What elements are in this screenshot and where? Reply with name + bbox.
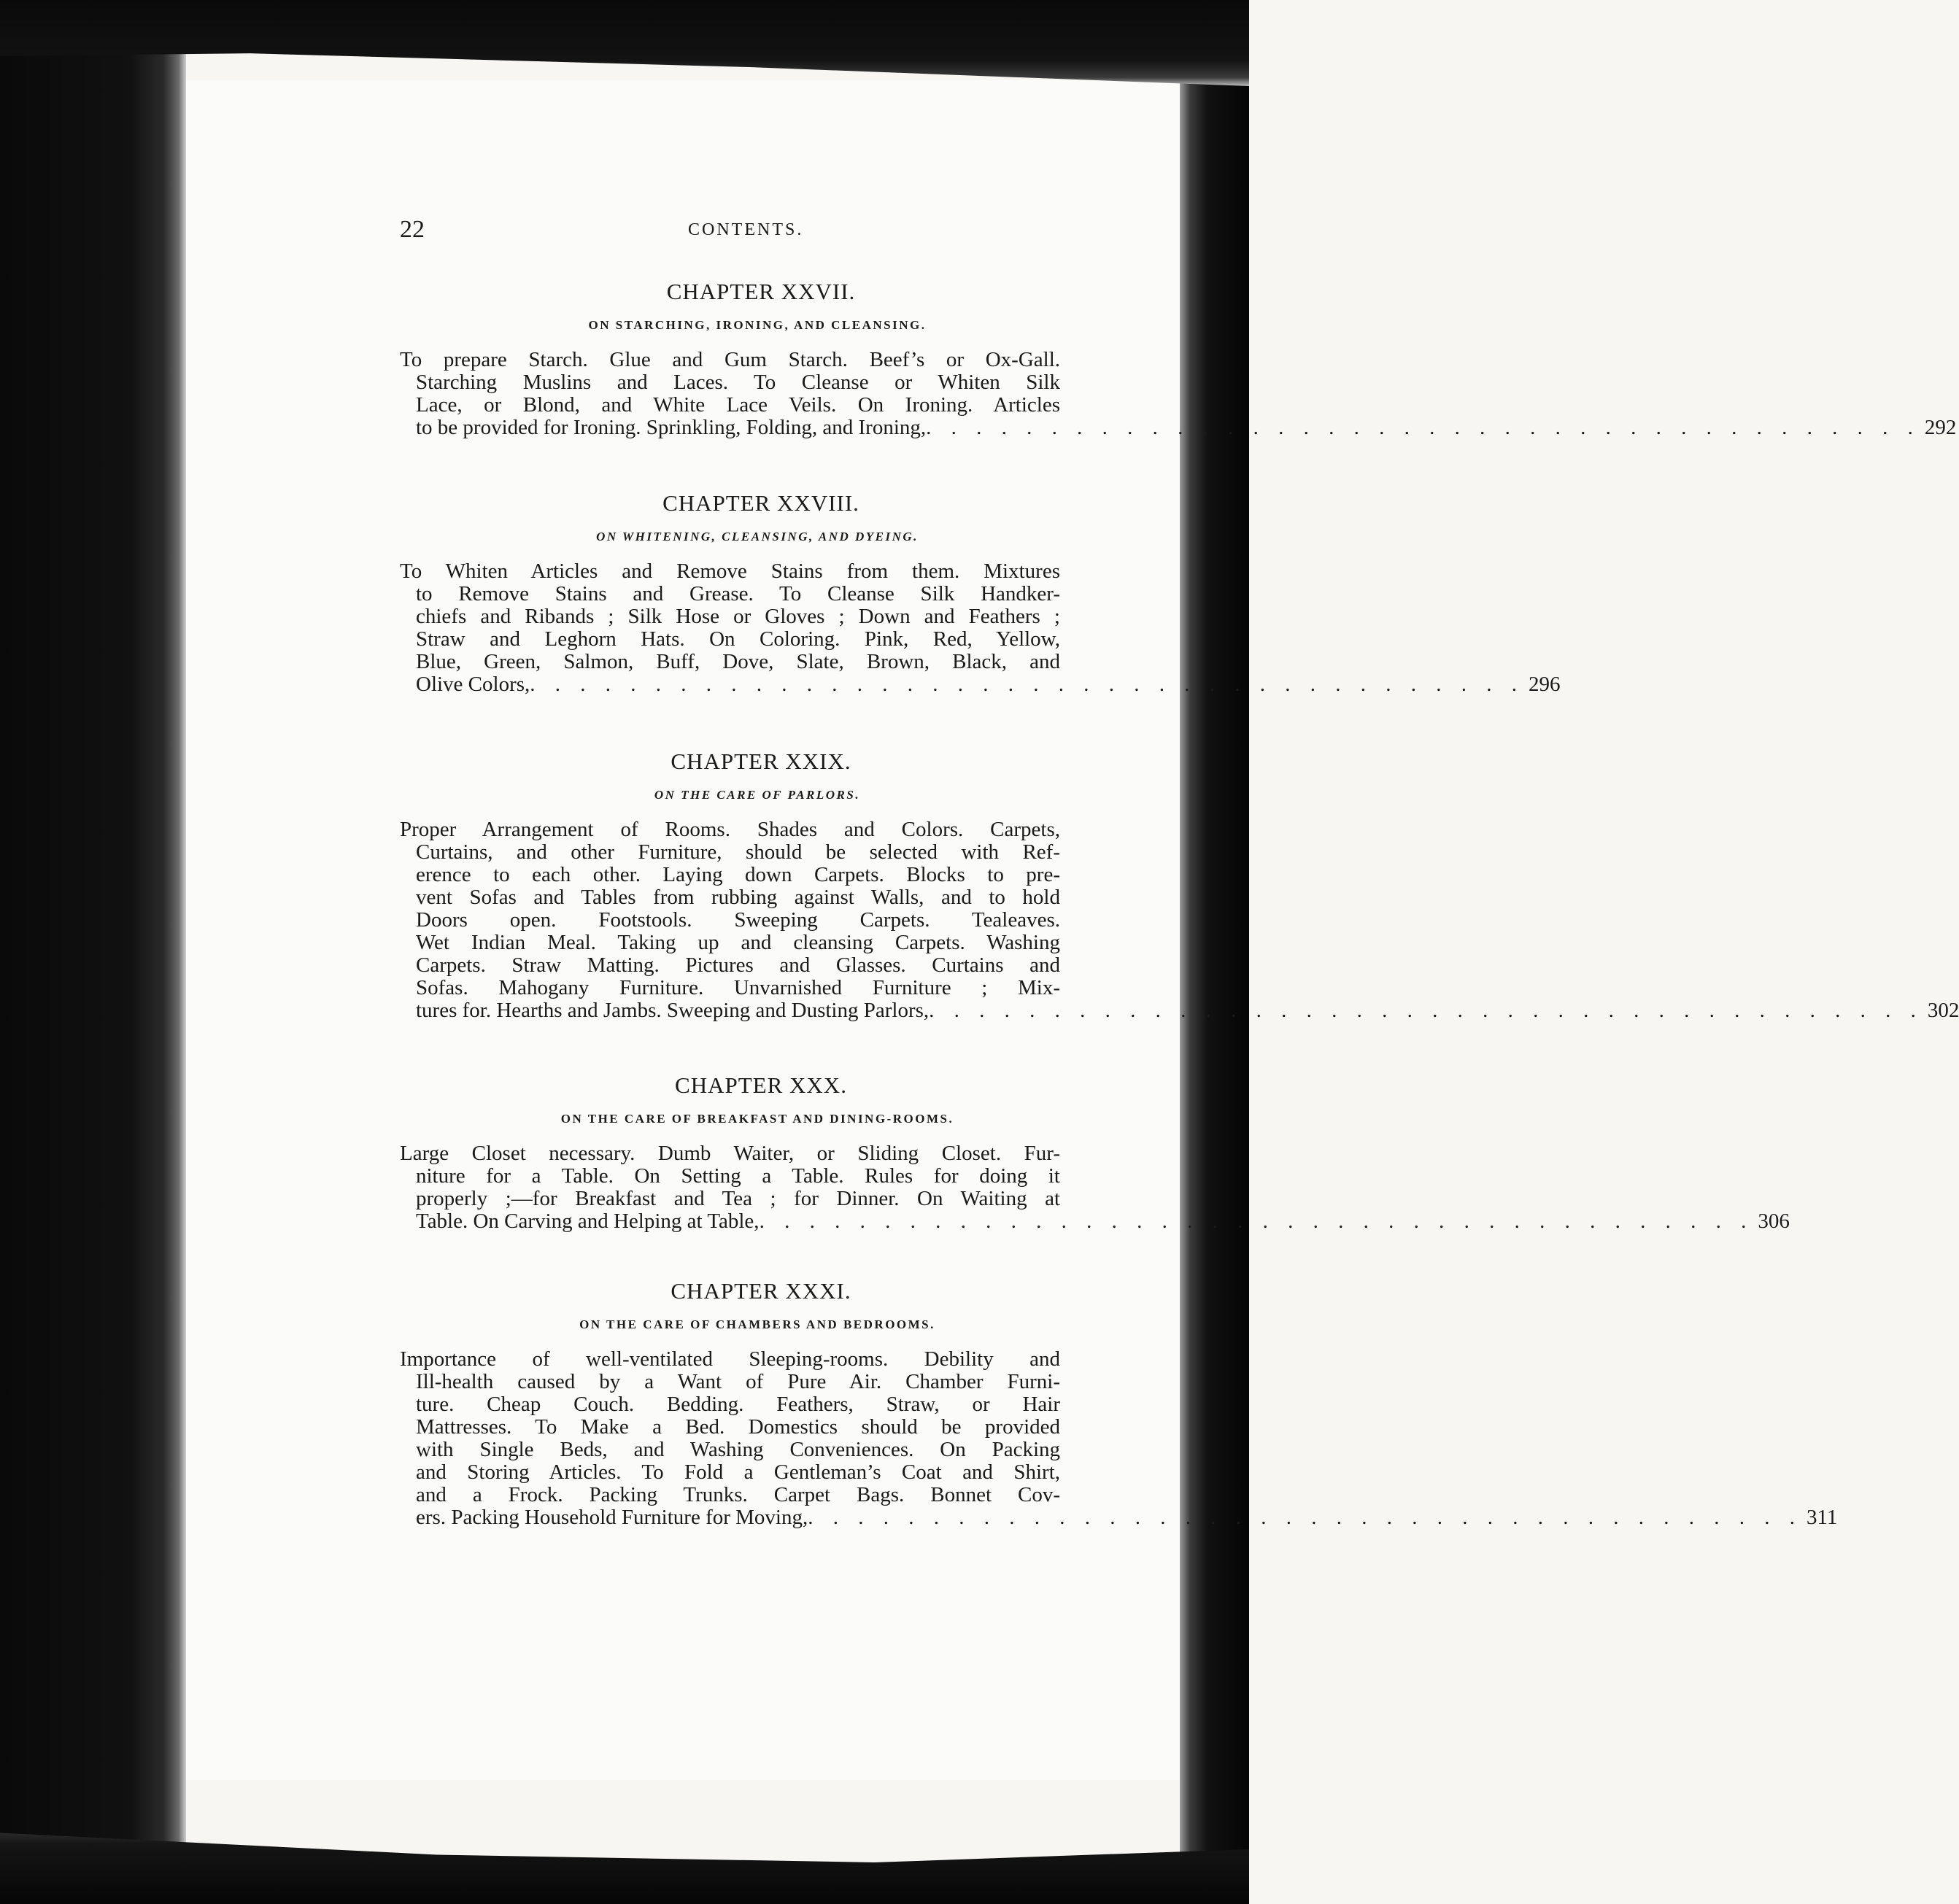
toc-line: Sofas. Mahogany Furniture. Unvarnished Furniture ; Mix-	[416, 976, 1060, 999]
toc-page-ref: 306	[1758, 1210, 1790, 1233]
chapter-subtitle: ON THE CARE OF BREAKFAST AND DINING-ROOMS.	[560, 1112, 954, 1126]
scan-border-left	[0, 0, 186, 1904]
toc-line: Doors open. Footstools. Sweeping Carpets. Tealeaves.	[416, 908, 1060, 932]
toc-line: Importance of well-ventilated Sleeping-rooms. Debility and	[400, 1347, 1060, 1371]
chapter-subtitle: ON THE CARE OF CHAMBERS AND BEDROOMS.	[579, 1317, 935, 1331]
toc-line: erence to each other. Laying down Carpets. Blocks to pre-	[416, 863, 1060, 886]
toc-page-ref: 302	[1927, 999, 1959, 1022]
toc-text: to be provided for Ironing. Sprinkling, Folding, and Ironing,	[416, 416, 927, 439]
chapter-xxxi	[400, 1278, 1838, 1529]
toc-text: ers. Packing Household Furniture for Moving,	[416, 1506, 808, 1529]
toc-line: vent Sofas and Tables from rubbing against Walls, and to hold	[416, 886, 1060, 909]
toc-page-ref: 311	[1807, 1506, 1838, 1529]
toc-line-last	[400, 1506, 1838, 1529]
chapter-subtitle: ON THE CARE OF PARLORS.	[654, 788, 861, 802]
toc-line-last	[400, 999, 1959, 1022]
toc-line: Proper Arrangement of Rooms. Shades and Colors. Carpets,	[400, 818, 1060, 841]
chapter-xxx	[400, 1072, 1790, 1233]
toc-line: ture. Cheap Couch. Bedding. Feathers, Straw, or Hair	[416, 1393, 1060, 1416]
toc-line-last	[400, 1210, 1790, 1233]
toc-line: Carpets. Straw Matting. Pictures and Glasses. Curtains and	[416, 953, 1060, 977]
toc-line: To Whiten Articles and Remove Stains from them. Mixtures	[400, 560, 1060, 583]
running-header	[400, 216, 1064, 245]
chapter-xxvii	[400, 279, 1957, 439]
toc-line: chiefs and Ribands ; Silk Hose or Gloves ; Down and Feathers ;	[416, 605, 1060, 628]
chapter-subtitle: ON STARCHING, IRONING, AND CLEANSING.	[588, 318, 927, 332]
scan-border-right	[1180, 0, 1249, 1904]
toc-line: To prepare Starch. Glue and Gum Starch. Beef’s or Ox-Gall.	[400, 348, 1060, 371]
toc-line: Blue, Green, Salmon, Buff, Dove, Slate, Brown, Black, and	[416, 650, 1060, 673]
leader-dots: . . . . . . . . . . . . . . . . . . . . . . . . . . . . . . . . . . . . . . . .	[808, 1506, 1802, 1529]
toc-line: and Storing Articles. To Fold a Gentleman’s Coat and Shirt,	[416, 1460, 1060, 1484]
chapter-subtitle: ON WHITENING, CLEANSING, AND DYEING.	[596, 530, 919, 543]
leader-dots: . . . . . . . . . . . . . . . . . . . . . . . . . . . . . . . . . . . . . . . .	[530, 673, 1525, 696]
chapter-title: CHAPTER XXVIII.	[662, 490, 859, 516]
leader-dots: . . . . . . . . . . . . . . . . . . . . . . . . . . . . . . . . . . . . . . . .	[926, 416, 1920, 439]
toc-page-ref: 296	[1529, 673, 1561, 696]
chapter-xxviii	[400, 490, 1561, 696]
page-number: 22	[400, 216, 425, 243]
toc-line-last	[400, 673, 1561, 696]
toc-line: Mattresses. To Make a Bed. Domestics should be provided	[416, 1415, 1060, 1439]
toc-line-last	[400, 416, 1957, 439]
chapter-title: CHAPTER XXX.	[675, 1072, 847, 1098]
toc-line: Curtains, and other Furniture, should be selected with Ref-	[416, 840, 1060, 864]
toc-line: Straw and Leghorn Hats. On Coloring. Pink, Red, Yellow,	[416, 627, 1060, 651]
chapter-xxix	[400, 748, 1959, 1022]
running-title: CONTENTS.	[688, 220, 804, 239]
toc-page-ref: 292	[1924, 416, 1957, 439]
toc-line: Ill-health caused by a Want of Pure Air. Chamber Furni-	[416, 1370, 1060, 1393]
leader-dots: . . . . . . . . . . . . . . . . . . . . . . . . . . . . . . . . . . . . . . . .	[929, 999, 1923, 1022]
toc-line: properly ;—for Breakfast and Tea ; for Dinner. On Waiting at	[416, 1187, 1060, 1210]
chapter-title: CHAPTER XXIX.	[671, 748, 851, 774]
toc-line: Large Closet necessary. Dumb Waiter, or Sliding Closet. Fur-	[400, 1142, 1060, 1165]
toc-text: tures for. Hearths and Jambs. Sweeping and Dusting Parlors,	[416, 999, 930, 1022]
leader-dots: . . . . . . . . . . . . . . . . . . . . . . . . . . . . . . . . . . . . . . . .	[759, 1210, 1754, 1233]
toc-line: niture for a Table. On Setting a Table. Rules for doing it	[416, 1164, 1060, 1188]
toc-line: with Single Beds, and Washing Conveniences. On Packing	[416, 1438, 1060, 1461]
toc-line: Wet Indian Meal. Taking up and cleansing Carpets. Washing	[416, 931, 1060, 954]
toc-line: and a Frock. Packing Trunks. Carpet Bags. Bonnet Cov-	[416, 1483, 1060, 1506]
chapter-title: CHAPTER XXVII.	[666, 279, 856, 304]
toc-line: to Remove Stains and Grease. To Cleanse Silk Handker-	[416, 582, 1060, 605]
chapter-title: CHAPTER XXXI.	[671, 1278, 851, 1304]
scan-border-top	[0, 0, 1249, 86]
toc-text: Olive Colors,	[416, 673, 530, 696]
toc-text: Table. On Carving and Helping at Table,	[416, 1210, 760, 1233]
toc-line: Starching Muslins and Laces. To Cleanse or Whiten Silk	[416, 371, 1060, 394]
scan-border-bottom	[0, 1795, 1249, 1904]
toc-line: Lace, or Blond, and White Lace Veils. On Ironing. Articles	[416, 393, 1060, 417]
